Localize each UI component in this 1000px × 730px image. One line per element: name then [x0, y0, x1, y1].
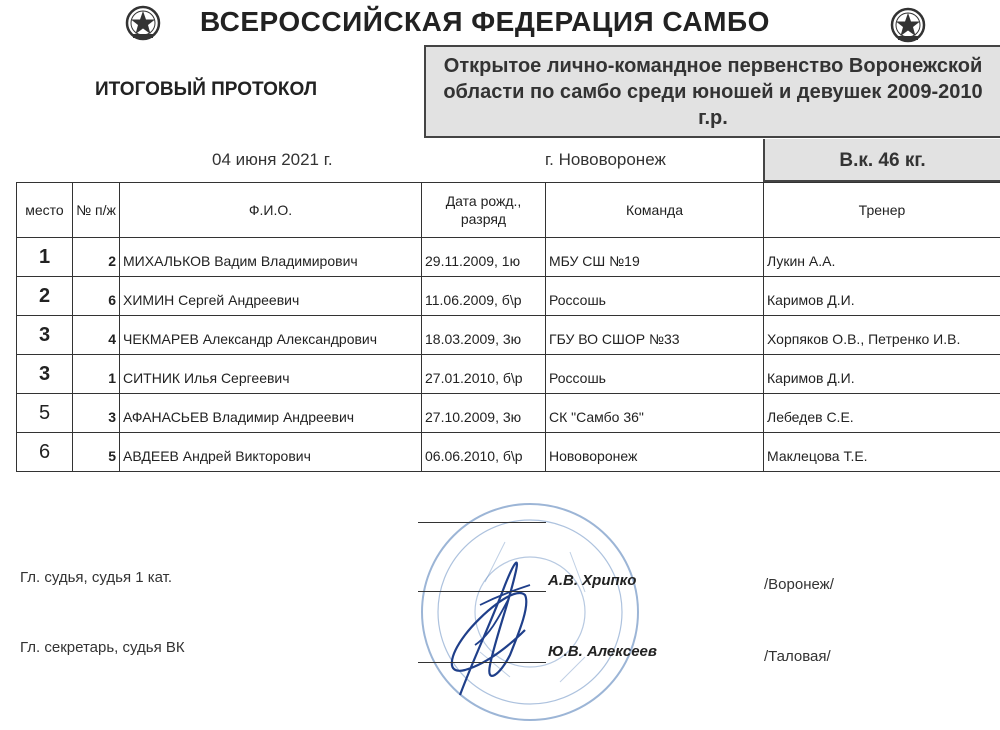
num-cell: 1	[73, 355, 120, 394]
event-title-box	[424, 45, 1000, 138]
coach-cell: Хорпяков О.В., Петренко И.В.	[764, 316, 1000, 355]
chief-secretary-name: Ю.В. Алексеев	[548, 643, 657, 660]
team-cell: Россошь	[546, 277, 764, 316]
protocol-title: ИТОГОВЫЙ ПРОТОКОЛ	[95, 79, 318, 100]
birth-cell: 27.01.2010, б\р	[422, 355, 546, 394]
event-date: 04 июня 2021 г.	[212, 150, 333, 169]
coach-cell: Лебедев С.Е.	[764, 394, 1000, 433]
num-cell: 3	[73, 394, 120, 433]
coach-cell: Каримов Д.И.	[764, 355, 1000, 394]
header-place: место	[17, 183, 73, 238]
event-title-line: г.р.	[698, 107, 728, 129]
table-row	[17, 316, 1000, 355]
header-team: Команда	[546, 183, 764, 238]
name-cell: АВДЕЕВ Андрей Викторович	[120, 433, 422, 472]
num-cell: 2	[73, 238, 120, 277]
name-cell: ХИМИН Сергей Андреевич	[120, 277, 422, 316]
place-cell: 2	[17, 277, 73, 316]
header-birth: Дата рожд., разряд	[422, 183, 546, 238]
header-name: Ф.И.О.	[120, 183, 422, 238]
sambo-emblem-icon	[885, 6, 931, 44]
chief-judge-city: /Воронеж/	[764, 576, 834, 593]
chief-judge-name: А.В. Хрипко	[548, 572, 637, 589]
place-cell: 5	[17, 394, 73, 433]
name-cell: ЧЕКМАРЕВ Александр Александрович	[120, 316, 422, 355]
chief-secretary-label: Гл. секретарь, судья ВК	[20, 639, 185, 656]
signature-line	[418, 522, 546, 523]
num-cell: 4	[73, 316, 120, 355]
birth-cell: 29.11.2009, 1ю	[422, 238, 546, 277]
name-cell: АФАНАСЬЕВ Владимир Андреевич	[120, 394, 422, 433]
team-cell: ГБУ ВО СШОР №33	[546, 316, 764, 355]
table-row	[17, 238, 1000, 277]
sambo-emblem-icon	[120, 4, 166, 42]
chief-secretary-city: /Таловая/	[764, 648, 831, 665]
team-cell: СК "Самбо 36"	[546, 394, 764, 433]
federation-title: ВСЕРОССИЙСКАЯ ФЕДЕРАЦИЯ САМБО	[200, 6, 770, 37]
team-cell: Нововоронеж	[546, 433, 764, 472]
event-city: г. Нововоронеж	[545, 150, 666, 169]
header-num: № п/ж	[73, 183, 120, 238]
header-coach: Тренер	[764, 183, 1000, 238]
event-title-line: области по самбо среди юношей и девушек 2009-2010	[443, 81, 983, 103]
table-row	[17, 277, 1000, 316]
team-cell: МБУ СШ №19	[546, 238, 764, 277]
table-header-row	[17, 183, 1000, 238]
birth-cell: 06.06.2010, б\р	[422, 433, 546, 472]
coach-cell: Маклецова Т.Е.	[764, 433, 1000, 472]
weight-class: В.к. 46 кг.	[763, 139, 1000, 182]
place-cell: 3	[17, 316, 73, 355]
table-row	[17, 355, 1000, 394]
chief-judge-label: Гл. судья, судья 1 кат.	[20, 569, 173, 586]
team-cell: Россошь	[546, 355, 764, 394]
results-table	[16, 182, 1000, 472]
signature-line	[418, 591, 546, 592]
event-title-line: Открытое лично-командное первенство Воронежской	[443, 55, 983, 77]
name-cell: СИТНИК Илья Сергеевич	[120, 355, 422, 394]
birth-cell: 18.03.2009, 3ю	[422, 316, 546, 355]
num-cell: 6	[73, 277, 120, 316]
place-cell: 1	[17, 238, 73, 277]
birth-cell: 27.10.2009, 3ю	[422, 394, 546, 433]
coach-cell: Каримов Д.И.	[764, 277, 1000, 316]
table-row	[17, 394, 1000, 433]
num-cell: 5	[73, 433, 120, 472]
coach-cell: Лукин А.А.	[764, 238, 1000, 277]
birth-cell: 11.06.2009, б\р	[422, 277, 546, 316]
place-cell: 6	[17, 433, 73, 472]
signature-line	[418, 662, 546, 663]
handwritten-signature	[420, 545, 560, 710]
place-cell: 3	[17, 355, 73, 394]
name-cell: МИХАЛЬКОВ Вадим Владимирович	[120, 238, 422, 277]
